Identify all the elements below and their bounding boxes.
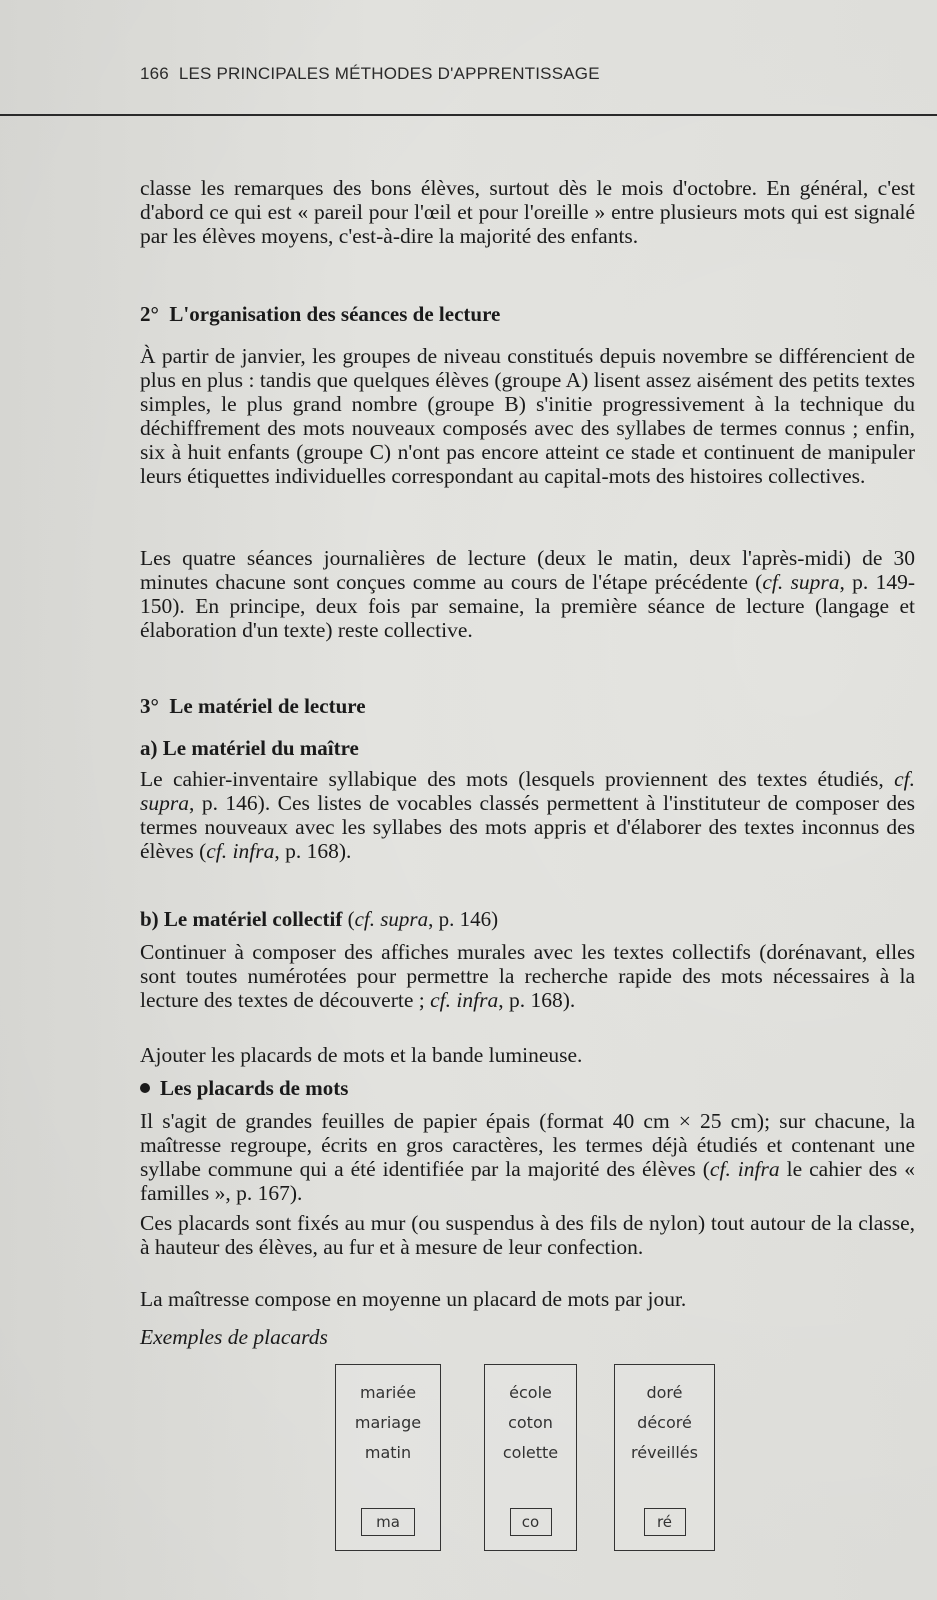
section-2-paragraph-1: À partir de janvier, les groupes de niveau constitués depuis novembre se différencient de plus en plus : tandis que quelques élèves (groupe A) lisent assez aisément des petits textes simples, le plus grand nombre (groupe B) s'initie progressivement à la technique du déchiffrement des mots nouveaux composés avec des syllabes de termes connus ; enfin, six à huit enfants (groupe C) n'ont pas encore atteint ce stade et continuent de manipuler leurs étiquettes individuelles correspondant au capital-mots des histoires collectives. [140,344,915,488]
examples-caption: Exemples de placards [140,1325,328,1349]
placard-example-ma [335,1364,441,1551]
placard-word: mariée [359,1383,417,1402]
placard-word: décoré [637,1413,692,1432]
placard-word: mariage [354,1413,422,1432]
section-2-title: L'organisation des séances de lecture [169,302,501,326]
placard-example-co [484,1364,577,1551]
placards-paragraph-3: La maîtresse compose en moyenne un placard de mots par jour. [140,1287,687,1311]
bullet-icon [140,1083,150,1093]
placards-heading: Les placards de mots [140,1076,348,1101]
placard-word: colette [502,1443,559,1462]
placard-syllable: ma [361,1508,415,1536]
running-title: LES PRINCIPALES MÉTHODES D'APPRENTISSAGE [178,64,600,83]
section-3-title: Le matériel de lecture [169,694,366,718]
section-3-heading [140,694,366,719]
placard-word: réveillés [631,1443,698,1462]
section-2-number: 2° [140,302,159,326]
section-2-paragraph-2: Les quatre séances journalières de lecture (deux le matin, deux l'après-midi) de 30 minutes chacune sont conçues comme au cours de l'étape précédente (cf. supra, p. 149-150). En principe, deux fois par semaine, la première séance de lecture (langage et élaboration d'un texte) reste collective. [140,546,915,642]
intro-paragraph: classe les remarques des bons élèves, surtout dès le mois d'octobre. En général, c'est d'abord ce qui est « pareil pour l'œil et pour l'oreille » entre plusieurs mots qui est signalé par les élèves moyens, c'est-à-dire la majorité des enfants. [140,176,915,248]
placard-syllable: co [510,1508,552,1536]
subsection-a-heading: a) Le matériel du maître [140,736,359,760]
page-number: 166 [140,64,169,83]
section-2-heading [140,302,500,327]
subsection-b-paragraph-1: Continuer à composer des affiches murales avec les textes collectifs (dorénavant, elles sont toutes numérotées pour permettre la recherche rapide des mots nécessaires à la lecture des textes de découverte ; cf. infra, p. 168). [140,940,915,1012]
placard-word: école [509,1383,552,1402]
placards-paragraph-2: Ces placards sont fixés au mur (ou suspendus à des fils de nylon) tout autour de la classe, à hauteur des élèves, au fur et à mesure de leur confection. [140,1211,915,1259]
placard-word: doré [646,1383,683,1402]
placard-syllable: ré [644,1508,686,1536]
subsection-b-paragraph-2: Ajouter les placards de mots et la bande lumineuse. [140,1043,583,1067]
header-rule [0,114,937,116]
subsection-a-paragraph: Le cahier-inventaire syllabique des mots (lesquels proviennent des textes étudiés, cf. supra, p. 146). Ces listes de vocables classés permettent à l'instituteur de composer des termes nouveaux avec les syllabes des mots appris et d'élaborer des textes inconnus des élèves (cf. infra, p. 168). [140,767,915,863]
section-3-number: 3° [140,694,159,718]
placards-paragraph-1: Il s'agit de grandes feuilles de papier épais (format 40 cm × 25 cm); sur chacune, la maîtresse regroupe, écrits en gros caractères, les termes déjà étudiés et contenant une syllabe commune qui a été identifiée par la majorité des élèves (cf. infra le cahier des « familles », p. 167). [140,1109,915,1205]
placard-example-re [614,1364,715,1551]
subsection-b-heading: b) Le matériel collectif (cf. supra, p. 146) [140,907,499,931]
placard-word: coton [508,1413,553,1432]
running-head [140,64,600,84]
placard-word: matin [364,1443,412,1462]
